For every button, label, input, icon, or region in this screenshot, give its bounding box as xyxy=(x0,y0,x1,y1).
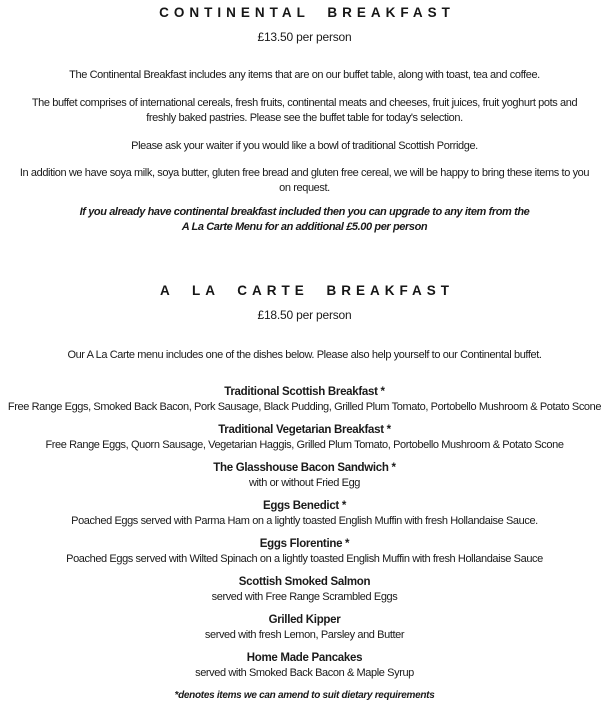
dietary-footnote: *denotes items we can amend to suit dietary requirements xyxy=(174,690,435,701)
dish-description: Poached Eggs served with Parma Ham on a lightly toasted English Muffin with fresh Hollandaise Sauce. xyxy=(71,515,538,527)
a-la-carte-section-title: A LA CARTE BREAKFAST xyxy=(160,283,454,298)
a-la-carte-intro xyxy=(0,348,609,363)
dish-name: Eggs Benedict * xyxy=(262,500,347,512)
dish-description: with or without Fried Egg xyxy=(248,477,361,489)
continental-paragraph-dietary xyxy=(0,166,609,196)
dish-item xyxy=(0,651,609,681)
dish-description: served with Free Range Scrambled Eggs xyxy=(211,591,398,603)
dish-description: served with Smoked Back Bacon & Maple Syrup xyxy=(195,667,414,679)
dish-item xyxy=(0,575,609,605)
a-la-carte-price: £18.50 per person xyxy=(257,308,352,322)
upgrade-note-line: A La Carte Menu for an additional £5.00 per person xyxy=(181,221,428,233)
dish-item xyxy=(0,613,609,643)
dish-name: Eggs Florentine * xyxy=(259,538,350,550)
continental-price: £13.50 per person xyxy=(257,30,352,44)
dish-item xyxy=(0,423,609,453)
continental-breakfast-section xyxy=(0,6,609,235)
upgrade-note-line: If you already have continental breakfast included then you can upgrade to any item from the xyxy=(79,206,530,218)
dish-name: Traditional Scottish Breakfast * xyxy=(224,386,385,398)
upgrade-note xyxy=(0,205,609,235)
dish-list xyxy=(0,385,609,681)
paragraph-line: The Continental Breakfast includes any items that are on our buffet table, along with toast, tea and coffee. xyxy=(69,69,540,81)
dish-name: The Glasshouse Bacon Sandwich * xyxy=(213,462,396,474)
paragraph-line: Please ask your waiter if you would like a bowl of traditional Scottish Porridge. xyxy=(131,140,478,152)
dish-item xyxy=(0,461,609,491)
dish-item xyxy=(0,499,609,529)
dish-item xyxy=(0,385,609,415)
a-la-carte-section xyxy=(0,284,609,703)
paragraph-line: In addition we have soya milk, soya butter, gluten free bread and gluten free cereal, we will be happy to bring these items to you xyxy=(19,167,590,179)
dish-item xyxy=(0,537,609,567)
paragraph-line: on request. xyxy=(279,182,330,194)
continental-paragraph-buffet xyxy=(0,96,609,126)
continental-paragraph-porridge xyxy=(0,139,609,154)
dish-name: Home Made Pancakes xyxy=(246,652,363,664)
dish-description: Poached Eggs served with Wilted Spinach on a lightly toasted English Muffin with fresh Hollandaise Sauce xyxy=(66,553,543,565)
continental-section-title: CONTINENTAL BREAKFAST xyxy=(159,5,455,20)
dish-description: served with fresh Lemon, Parsley and Butter xyxy=(204,629,405,641)
continental-paragraph-includes xyxy=(0,68,609,83)
dish-description: Free Range Eggs, Smoked Back Bacon, Pork Sausage, Black Pudding, Grilled Plum Tomato, Portobello Mushroom & Potato Scone xyxy=(7,401,602,413)
paragraph-line: Our A La Carte menu includes one of the dishes below. Please also help yourself to our Continental buffet. xyxy=(67,349,542,361)
paragraph-line: The buffet comprises of international cereals, fresh fruits, continental meats and cheeses, fruit juices, fruit yoghurt pots and xyxy=(31,97,578,109)
dish-description: Free Range Eggs, Quorn Sausage, Vegetarian Haggis, Grilled Plum Tomato, Portobello Mushroom & Potato Scone xyxy=(45,439,564,451)
dish-name: Traditional Vegetarian Breakfast * xyxy=(218,424,391,436)
paragraph-line: freshly baked pastries. Please see the buffet table for today's selection. xyxy=(146,112,463,124)
dish-name: Scottish Smoked Salmon xyxy=(238,576,371,588)
dish-name: Grilled Kipper xyxy=(268,614,341,626)
